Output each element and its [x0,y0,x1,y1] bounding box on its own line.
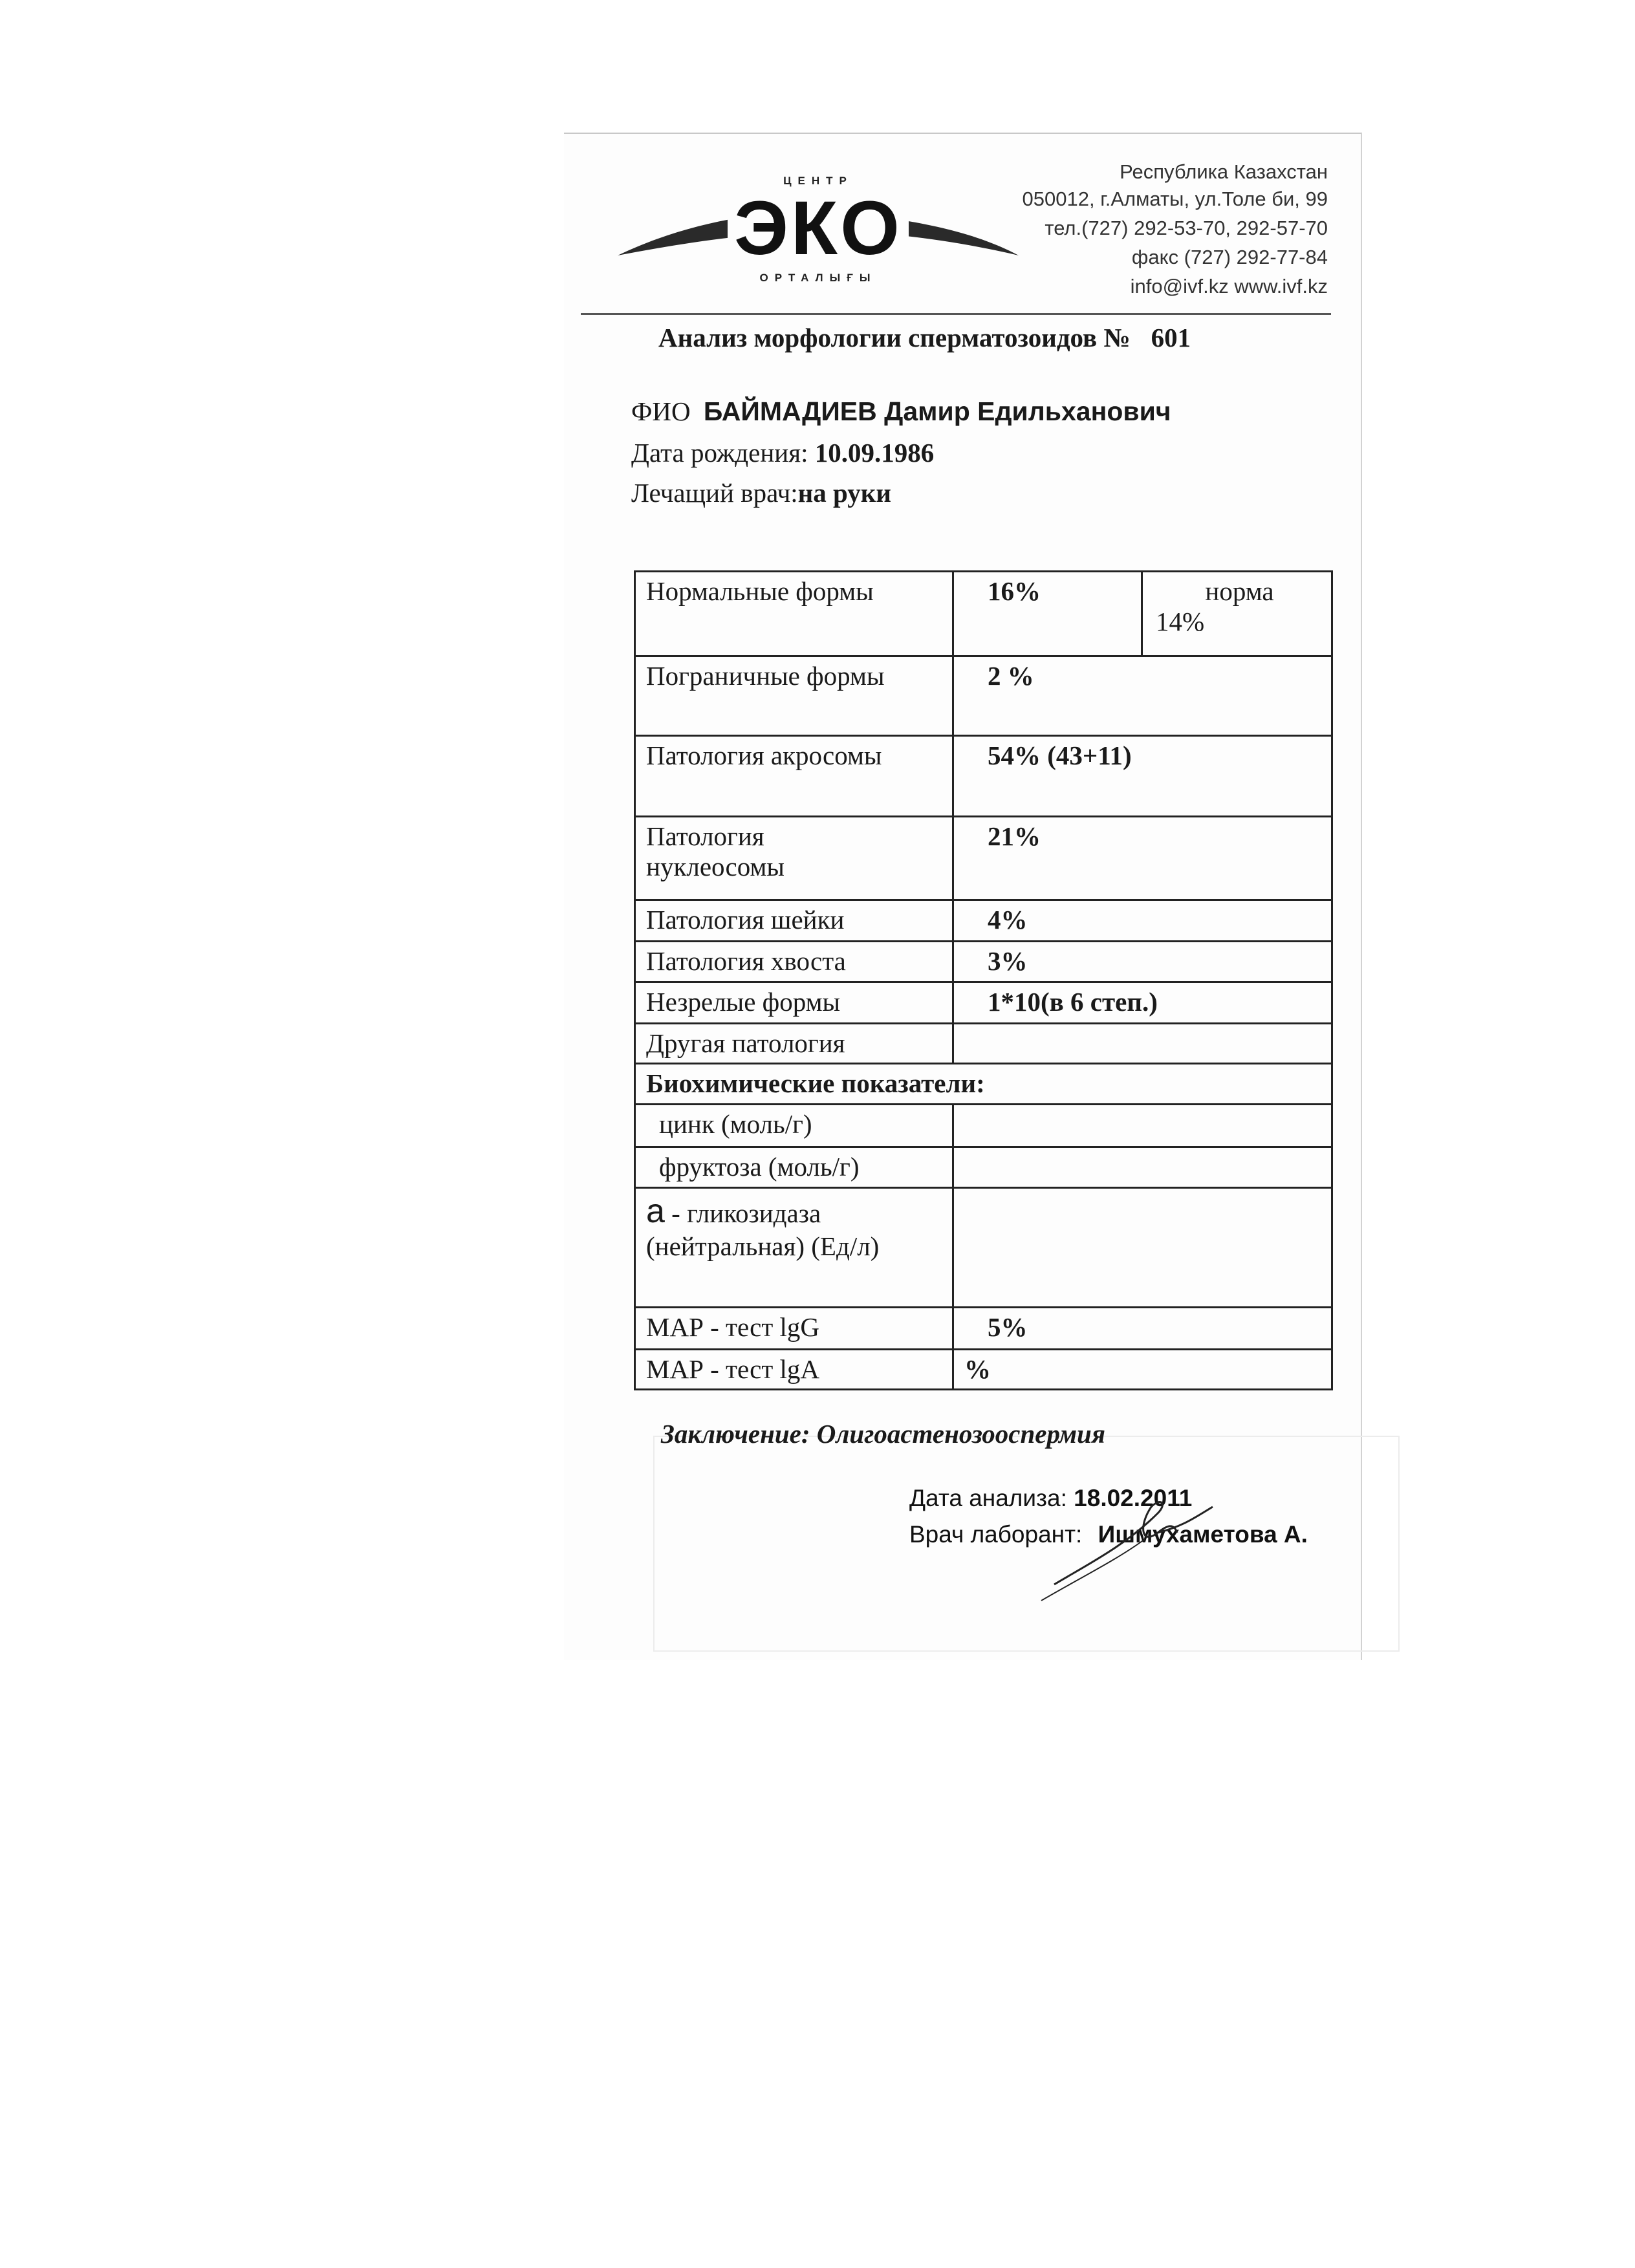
row-value: 21% [953,817,1332,900]
patient-doctor-line [631,477,891,508]
table-row [635,736,1332,817]
clinic-logo [614,175,1022,294]
row-value: 2 % [953,656,1332,736]
glyco-label: - гликозидаза (нейтральная) (Ед/л) [646,1198,880,1261]
row-label: фруктоза (моль/г) [635,1147,953,1188]
table-row [635,1105,1332,1147]
dob-value: 10.09.1986 [814,438,935,468]
results-table [634,570,1333,1390]
title-text: Анализ морфологии сперматозоидов № [658,323,1131,352]
doctor-label: Лечащий врач: [631,478,798,508]
row-label: Патология акросомы [635,736,953,817]
address-country: Республика Казахстан [1120,160,1328,183]
table-row [635,817,1332,900]
table-row [635,941,1332,982]
norm-cell [1142,572,1332,656]
lab-label: Врач лаборант: [909,1521,1083,1548]
logo-mark: ЭКО [734,186,902,271]
row-value: 5% [953,1307,1332,1350]
row-value: 1*10(в 6 степ.) [953,982,1332,1024]
row-value [953,1147,1332,1188]
header-divider [581,313,1331,315]
table-row [635,1023,1332,1063]
date-label: Дата анализа: [909,1485,1067,1511]
lab-value: Ишмухаметова А. [1098,1521,1308,1548]
table-row [635,1350,1332,1390]
row-label: Нормальные формы [635,572,953,656]
table-row [635,656,1332,736]
address-street: 050012, г.Алматы, ул.Толе би, 99 [1022,188,1328,210]
conclusion: Заключение: Олигоастенозооспермия [661,1419,1105,1449]
row-value: 54% (43+11) [953,736,1332,817]
row-value: 4% [953,900,1332,942]
row-label [635,1188,953,1307]
row-label: Незрелые формы [635,982,953,1024]
row-label: МАР - тест lgG [635,1307,953,1350]
title-number: 601 [1151,323,1191,352]
document-title [658,322,1191,353]
logo-bottom-text: ОРТАЛЫҒЫ [759,272,877,284]
row-label: Пограничные формы [635,656,953,736]
row-label: МАР - тест lgA [635,1350,953,1390]
patient-dob-line [631,437,934,468]
alpha-symbol: а [646,1193,665,1231]
row-value [953,1188,1332,1307]
row-label: Патология хвоста [635,941,953,982]
row-value [953,1105,1332,1147]
norm-value: 14% [1156,607,1205,637]
row-value [953,1023,1332,1063]
row-value: 3% [953,941,1332,982]
signature-icon [1028,1487,1222,1604]
table-row [635,982,1332,1024]
table-row [635,1307,1332,1350]
table-row [635,572,1332,656]
address-fax: факс (727) 292-77-84 [1131,246,1328,268]
row-value: % [953,1350,1332,1390]
table-section-row [635,1063,1332,1105]
patient-name-line [631,396,1171,427]
row-label: цинк (моль/г) [635,1105,953,1147]
table-row [635,1188,1332,1307]
dob-label: Дата рождения: [631,438,808,468]
row-label: Патология нуклеосомы [635,817,953,900]
doctor-value: на руки [797,478,892,508]
row-label: Другая патология [635,1023,953,1063]
row-label: Патология шейки [635,900,953,942]
address-phone: тел.(727) 292-53-70, 292-57-70 [1045,217,1328,239]
date-value: 18.02.2011 [1074,1485,1193,1511]
address-web: info@ivf.kz www.ivf.kz [1130,275,1328,297]
norm-label: норма [1205,576,1274,606]
name-label: ФИО [631,396,691,426]
table-row [635,1147,1332,1188]
row-value: 16% [953,572,1142,656]
section-heading: Биохимические показатели: [635,1063,1332,1105]
logo-top-text: ЦЕНТР [783,175,853,187]
table-row [635,900,1332,942]
name-value: БАЙМАДИЕВ Дамир Едильханович [703,396,1171,426]
